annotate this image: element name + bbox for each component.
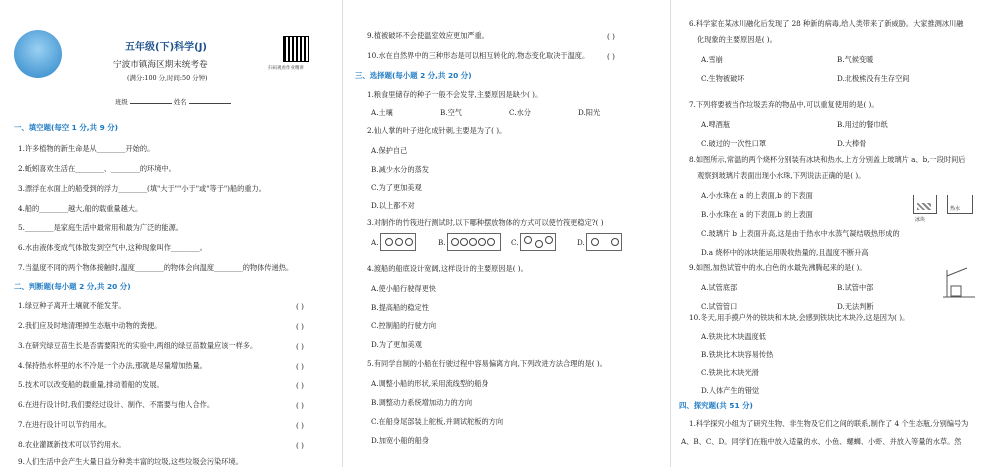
choice-option[interactable]: C.试管管口 [701,302,738,311]
judge-item: 9.人们生活中会产生大量日益分种类丰富的垃圾,这些垃圾会污染环境。 [18,457,243,466]
choice-question: 2.仙人掌的叶子进化成针刺,主要是为了( )。 [367,126,507,135]
choice-option[interactable]: D.以上都不对 [371,201,415,210]
judge-item: 10.水在自然界中的三种形态是可以相互转化的,物态变化取决于温度。 [367,51,590,60]
answer-bracket[interactable]: ( ) [296,302,304,311]
choice-option[interactable]: C.水分 [509,108,531,117]
choice-option[interactable]: D.人体产生的错觉 [701,386,760,395]
qr-code-icon[interactable] [283,36,309,62]
choice-option[interactable]: A.保护自己 [371,146,408,155]
choice-option[interactable]: B.用过的餐巾纸 [837,120,888,129]
judge-item: 2.我们应及时地清理掉生态瓶中动物的粪便。 [18,321,162,330]
choice-option[interactable]: A.土壤 [371,108,393,117]
judge-item: 4.保持热水杯里的水不冷是一个办法,那就是尽量增加热量。 [18,361,207,370]
column-divider [342,0,343,467]
choice-option[interactable]: A.铁块比木块温度低 [701,332,766,341]
class-label: 班级 [115,98,128,106]
choice-option[interactable]: D.阳光 [578,108,601,117]
choice-question: 1.粮食里储存的种子一般不会发芽,主要原因是缺少( )。 [367,90,543,99]
answer-bracket[interactable]: ( ) [296,322,304,331]
explore-question: 1.科学探究小组为了研究生物、非生物及它们之间的联系,制作了 4 个生态瓶,分别编号为 [689,419,969,428]
choice-option[interactable]: C.破过的一次性口罩 [701,139,767,148]
choice-option[interactable]: D.a 烧杯中的冰块能运用吸收热量的,且温度不断升高 [701,248,869,257]
choice-question: 10.冬天,用手摸户外的铁块和木块,会感到铁块比木块冷,这是因为( )。 [689,313,910,322]
choice-question: 5.有同学自制的小船在行驶过程中容易偏离方向,下列改进方法合理的是( )。 [367,359,607,368]
choice-option[interactable]: D.北极熊没有生存空间 [837,74,910,83]
choice-option[interactable]: D.大棒骨 [837,139,867,148]
section-heading-fill: 一、填空题(每空 1 分,共 9 分) [14,123,119,132]
judge-item: 9.植被破坏不会使温室效应更加严重。 [367,31,489,40]
choice-question: 4.渡船的船底设计宽阔,这样设计的主要原因是( )。 [367,264,528,273]
choice-option[interactable]: B.减少水分的蒸发 [371,165,429,174]
choice-question: 8.如图所示,常温的两个烧杯分别装有冰块和热水,上方分别盖上玻璃片 a、b,一段时间后 [689,155,966,164]
choice-option[interactable]: B.空气 [440,108,462,117]
choice-question-cont: 化现象的主要原因是( )。 [697,35,777,44]
choice-question: 7.下列将要被当作垃圾丢弃的物品中,可以重复使用的是( )。 [689,100,879,109]
score-time: (满分:100 分,时间:50 分钟) [127,74,208,82]
judge-item: 7.在进行设计可以节约用水。 [18,420,112,429]
choice-option[interactable]: C.铁块比木块光滑 [701,368,759,377]
choice-option[interactable]: C. [511,238,519,247]
explore-question-cont: A、B、C、D。同学们在瓶中放入适量的水、小鱼、螺蛳、小虾、并放入等量的水草。然 [681,437,962,446]
choice-option[interactable]: A.小水珠在 a 的上表面,b 的下表面 [701,191,813,200]
choice-option[interactable]: A.试管底部 [701,283,738,292]
raft-figure-a [380,233,416,251]
answer-bracket[interactable]: ( ) [607,32,615,41]
name-label: 姓名 [173,98,187,106]
hot-water-label: 热水 [950,206,961,212]
column-divider [670,0,671,467]
brand-logo [14,30,62,78]
test-tube-figure [933,262,983,302]
judge-item: 8.农业灌溉新技术可以节约用水。 [18,440,126,449]
choice-option[interactable]: A.使小船行驶得更快 [371,284,436,293]
student-info [115,97,231,106]
choice-option[interactable]: A.调整小船的形状,采用流线型的船身 [371,379,489,388]
answer-bracket[interactable]: ( ) [296,362,304,371]
fill-item: 5.________是家庭生活中最常用和最为广泛的能源。 [18,223,183,232]
answer-bracket[interactable]: ( ) [296,381,304,390]
answer-bracket[interactable]: ( ) [296,441,304,450]
choice-option[interactable]: D.加宽小船的船身 [371,436,430,445]
choice-option[interactable]: A.雪崩 [701,55,723,64]
choice-option[interactable]: B.试管中部 [837,283,874,292]
qr-caption: 扫码观看作业精讲 [268,66,304,71]
choice-option[interactable]: B.气候变暖 [837,55,874,64]
raft-figure-b [447,233,501,251]
choice-option[interactable]: D. [577,238,585,247]
choice-option[interactable]: D.为了更加美观 [371,340,422,349]
section-heading-explore: 四、探究题(共 51 分) [679,401,753,410]
choice-option[interactable]: C.玻璃片 b 上表面升高,这是由于热水中水蒸气凝结吸热形成的 [701,229,900,238]
exam-subtitle: 宁波市镇海区期末统考卷 [113,60,208,70]
judge-item: 3.在研究绿豆苗生长是否需要阳光的实验中,两组的绿豆苗数量应该一样多。 [18,341,258,350]
fill-item: 7.当温度不同的两个物体接触时,温度________的物体会向温度________的物体传递热。 [18,263,294,272]
choice-option[interactable]: A. [371,238,379,247]
answer-bracket[interactable]: ( ) [296,401,304,410]
judge-item: 1.绿豆种子离开土壤就不能发芽。 [18,301,126,310]
answer-bracket[interactable]: ( ) [296,421,304,430]
exam-title: 五年级(下)科学(J) [125,42,208,53]
choice-option[interactable]: B.调整动力系统增加动力的方向 [371,398,473,407]
beaker-ice-figure [913,195,937,214]
raft-figure-d [586,233,622,251]
choice-option[interactable]: B. [438,238,446,247]
raft-figure-c [520,233,556,251]
judge-item: 5.技术可以改变船的载重量,排动着船的发展。 [18,380,164,389]
answer-bracket[interactable]: ( ) [607,52,615,61]
choice-option[interactable]: C.为了更加美观 [371,183,422,192]
fill-item: 4.船的________越大,船的载重量越大。 [18,204,143,213]
choice-option[interactable]: B.小水珠在 a 的下表面,b 的上表面 [701,210,813,219]
answer-bracket[interactable]: ( ) [296,342,304,351]
section-heading-judge: 二、判断题(每小题 2 分,共 20 分) [14,282,131,291]
choice-option[interactable]: B.铁块比木块容易传热 [701,350,774,359]
judge-item: 6.在进行设计时,我们要经过设计、制作、不需要与他人合作。 [18,400,215,409]
choice-option[interactable]: B.提高船的稳定性 [371,303,429,312]
fill-item: 1.许多植物的新生命是从________开始的。 [18,144,155,153]
choice-option[interactable]: C.控制船的行驶方向 [371,321,437,330]
choice-option[interactable]: C.生物被破坏 [701,74,745,83]
choice-option[interactable]: C.在船身尾部装上舵板,并调试舵板的方向 [371,417,504,426]
fill-item: 6.水由液体变成气体散发到空气中,这种现象叫作________。 [18,243,207,252]
choice-question: 9.如图,加热试管中的水,白色的水最先沸腾起来的是( )。 [689,263,867,272]
fill-item: 2.蚯蚓喜欢生活在________、________的环境中。 [18,164,176,173]
choice-question: 6.科学家在某冰川融化后发现了 28 种新的病毒,给人类带来了新威胁。大家推测冰川融 [689,19,964,28]
fill-item: 3.漂浮在水面上的船受到的浮力________(填"大于""小于"或"等于")船的重力。 [18,184,266,193]
ice-label: 冰块 [915,217,926,223]
choice-question: 3.对制作的竹筏进行测试时,以下哪种摆放物体的方式可以使竹筏更稳定?( ) [367,218,604,227]
section-heading-choice: 三、选择题(每小题 2 分,共 20 分) [355,71,472,80]
choice-question-cont: 观察到玻璃片表面出现小水珠,下列说法正确的是( )。 [697,171,866,180]
choice-option[interactable]: A.啤酒瓶 [701,120,731,129]
choice-option[interactable]: D.无法判断 [837,302,874,311]
